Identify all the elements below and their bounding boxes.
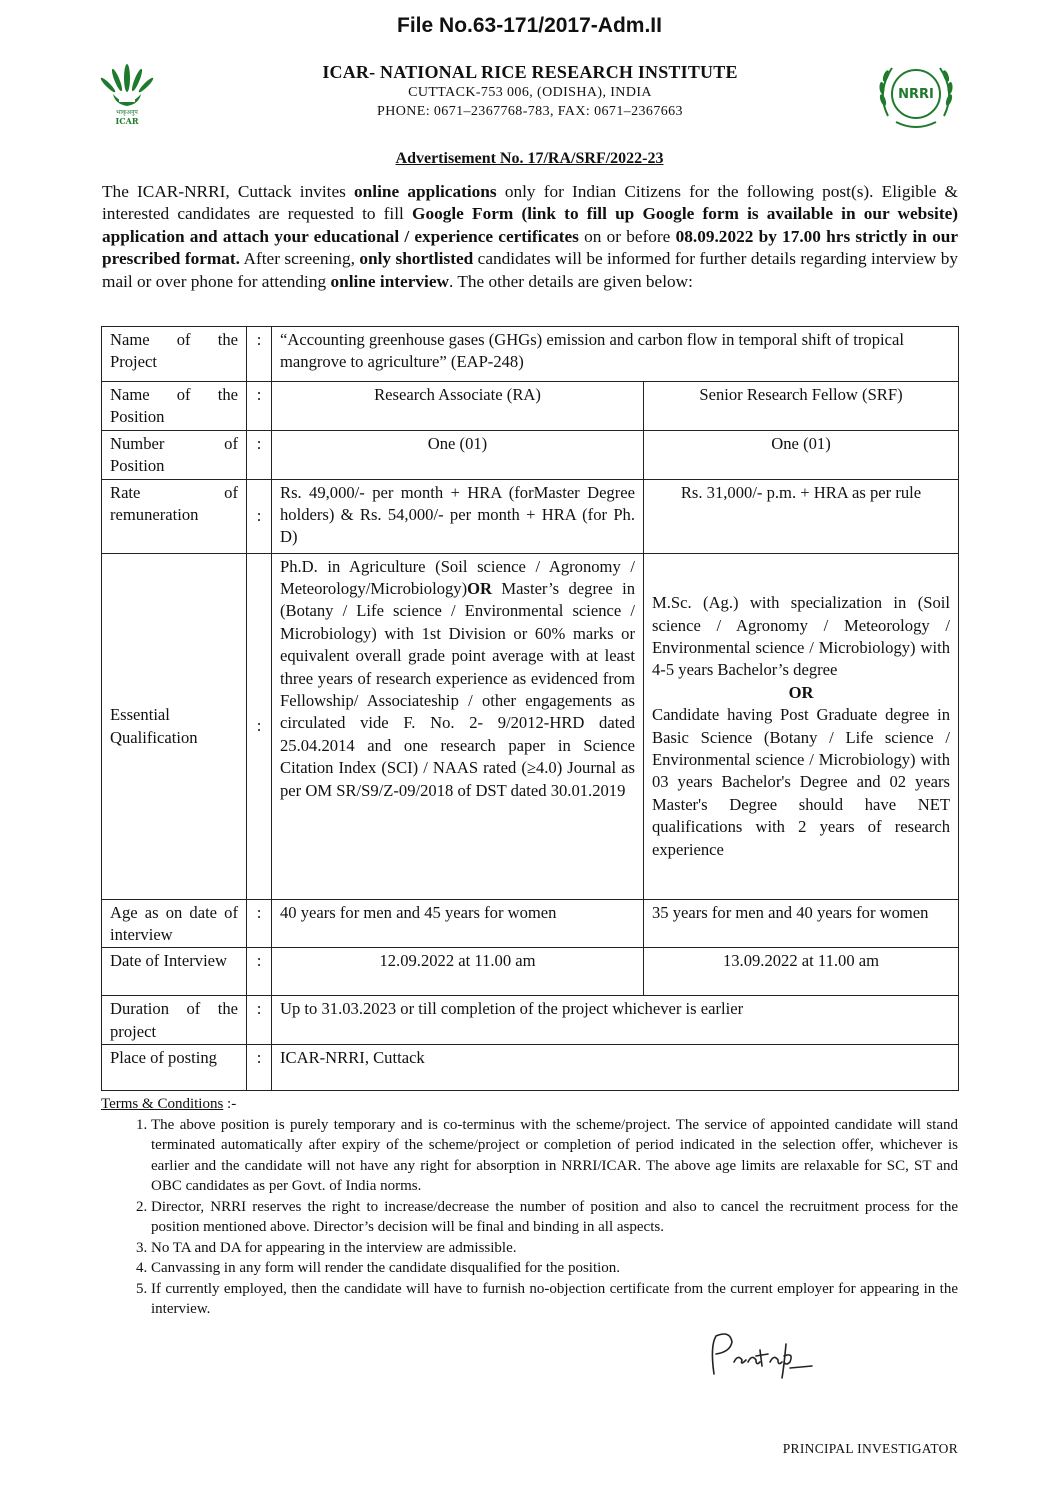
institute-name: ICAR- NATIONAL RICE RESEARCH INSTITUTE <box>322 62 738 82</box>
svg-text:ICAR: ICAR <box>115 116 139 126</box>
srf-qualification: M.Sc. (Ag.) with specialization in (Soil science / Agronomy / Meteorology / Environmental science / Microbiology) with 4-5 years Bachelor’s degree OR Candidate having Post Graduate degree in Basic Science (Botany / Life science / Environmental science / Microbiology) with 03 years Bachelor's Degree and 02 years Master's Degree should have NET qualifications with 2 years of research experience <box>644 553 959 899</box>
duration-value: Up to 31.03.2023 or till completion of the project whichever is earlier <box>272 996 959 1045</box>
ra-position: Research Associate (RA) <box>272 382 644 431</box>
row-duration: Duration of the project : Up to 31.03.2023 or till completion of the project whichever is earlier <box>102 996 959 1045</box>
age-label: Age as on date of interview <box>102 899 247 948</box>
ra-remuneration: Rs. 49,000/- per month + HRA (forMaster Degree holders) & Rs. 54,000/- per month + HRA (for Ph. D) <box>272 479 644 553</box>
institute-header <box>260 62 800 121</box>
number-label: Number of Position <box>102 430 247 479</box>
terms-item: 4. Canvassing in any form will render the candidate disqualified for the position. <box>151 1258 958 1279</box>
terms-item: 2. Director, NRRI reserves the right to increase/decrease the number of position and also to cancel the recruitment process for the position mentioned above. Director’s decision will be final and binding in all aspects. <box>151 1197 958 1238</box>
ra-interview-date: 12.09.2022 at 11.00 am <box>272 948 644 996</box>
institute-phone: PHONE: 0671–2367768-783, FAX: 0671–2367663 <box>377 104 683 119</box>
position-details-table <box>101 326 959 1091</box>
row-position: Name of the Position : Research Associate (RA) Senior Research Fellow (SRF) <box>102 382 959 431</box>
place-label: Place of posting <box>102 1045 247 1091</box>
row-qualification: Essential Qualification : Ph.D. in Agriculture (Soil science / Agronomy / Meteorology/Microbiology)OR Master’s degree in (Botany / Life science / Environmental science / Microbiology) with 1st Division or 60% marks or equivalent overall grade point average with at least three years of research experience as evidenced from Fellowship/ Associateship / other engagements as circulated vide F. No. 2- 9/2012-HRD dated 25.04.2014 and one research paper in Science Citation Index (SCI) / NAAS rated (≥4.0) Journal as per OM SR/S9/Z-09/2018 of DST dated 30.01.2019 M.Sc. (Ag.) with specialization in (Soil science / Agronomy / Meteorology / Environmental science / Microbiology) with 4-5 years Bachelor’s degree OR Candidate having Post Graduate degree in Basic Science (Botany / Life science / Environmental science / Microbiology) with 03 years Bachelor's Degree and 02 years Master's Degree should have NET qualifications with 2 years of research experience <box>102 553 959 899</box>
terms-list <box>101 1115 958 1320</box>
svg-text:भाकृअनुप: भाकृअनुप <box>116 109 138 116</box>
intro-paragraph: The ICAR-NRRI, Cuttack invites online applications only for Indian Citizens for the following post(s). Eligible & interested candidates are requested to fill Google Form (link to fill up Google form is available in our website) application and attach your educational / experience certificates on or before 08.09.2022 by 17.00 hrs strictly in our prescribed format. After screening, only shortlisted candidates will be informed for further details regarding interview by mail or over phone for attending online interview. The other details are given below: <box>102 182 959 291</box>
advertisement-number: Advertisement No. 17/RA/SRF/2022-23 <box>395 150 664 167</box>
ra-number: One (01) <box>272 430 644 479</box>
project-name: “Accounting greenhouse gases (GHGs) emission and carbon flow in temporal shift of tropical mangrove to agriculture” (EAP-248) <box>272 327 959 382</box>
ra-age: 40 years for men and 45 years for women <box>272 899 644 948</box>
svg-text:NRRI: NRRI <box>898 87 934 102</box>
institute-address: CUTTACK-753 006, (ODISHA), INDIA <box>408 85 652 100</box>
place-value: ICAR-NRRI, Cuttack <box>272 1045 959 1091</box>
principal-investigator: PRINCIPAL INVESTIGATOR <box>782 1441 958 1456</box>
position-label: Name of the Position <box>102 382 247 431</box>
srf-interview-date: 13.09.2022 at 11.00 am <box>644 948 959 996</box>
icar-logo <box>95 56 159 128</box>
terms-heading: Terms & Conditions :- <box>101 1096 237 1112</box>
row-project: Name of the Project : “Accounting greenhouse gases (GHGs) emission and carbon flow in temporal shift of tropical mangrove to agriculture” (EAP-248) <box>102 327 959 382</box>
ra-qualification: Ph.D. in Agriculture (Soil science / Agronomy / Meteorology/Microbiology)OR Master’s degree in (Botany / Life science / Environmental science / Microbiology) with 1st Division or 60% marks or equivalent overall grade point average with at least three years of research experience as evidenced from Fellowship/ Associateship / other engagements as circulated vide F. No. 2- 9/2012-HRD dated 25.04.2014 and one research paper in Science Citation Index (SCI) / NAAS rated (≥4.0) Journal as per OM SR/S9/Z-09/2018 of DST dated 30.01.2019 <box>272 553 644 899</box>
remuneration-label: Rate of remuneration <box>102 479 247 553</box>
row-remuneration: Rate of remuneration : Rs. 49,000/- per month + HRA (forMaster Degree holders) & Rs. 54,000/- per month + HRA (for Ph. D) Rs. 31,000/- p.m. + HRA as per rule <box>102 479 959 553</box>
srf-number: One (01) <box>644 430 959 479</box>
terms-item: 3. No TA and DA for appearing in the interview are admissible. <box>151 1238 958 1259</box>
row-age: Age as on date of interview : 40 years for men and 45 years for women 35 years for men and 40 years for women <box>102 899 959 948</box>
row-interview-date: Date of Interview : 12.09.2022 at 11.00 am 13.09.2022 at 11.00 am <box>102 948 959 996</box>
srf-age: 35 years for men and 40 years for women <box>644 899 959 948</box>
srf-remuneration: Rs. 31,000/- p.m. + HRA as per rule <box>644 479 959 553</box>
nrri-seal-logo <box>874 56 958 132</box>
handwritten-signature <box>700 1326 820 1386</box>
terms-section <box>101 1094 958 1320</box>
terms-item: 5. If currently employed, then the candidate will have to furnish no-objection certificate from the current employer for appearing in the interview. <box>151 1279 958 1320</box>
row-number: Number of Position : One (01) One (01) <box>102 430 959 479</box>
qualification-label: Essential Qualification <box>102 553 247 899</box>
file-number: File No.63-171/2017-Adm.II <box>397 14 662 37</box>
row-place: Place of posting : ICAR-NRRI, Cuttack <box>102 1045 959 1091</box>
interview-date-label: Date of Interview <box>102 948 247 996</box>
terms-item: 1. The above position is purely temporary and is co-terminus with the scheme/project. The service of appointed candidate will stand terminated automatically after expiry of the scheme/project or completion of period indicated in the selection offer, whichever is earlier and the candidate will not have any right for absorption in NRRI/ICAR. The above age limits are relaxable for SC, ST and OBC candidates as per Govt. of India norms. <box>151 1115 958 1197</box>
duration-label: Duration of the project <box>102 996 247 1045</box>
srf-position: Senior Research Fellow (SRF) <box>644 382 959 431</box>
project-label: Name of the Project <box>102 327 247 382</box>
